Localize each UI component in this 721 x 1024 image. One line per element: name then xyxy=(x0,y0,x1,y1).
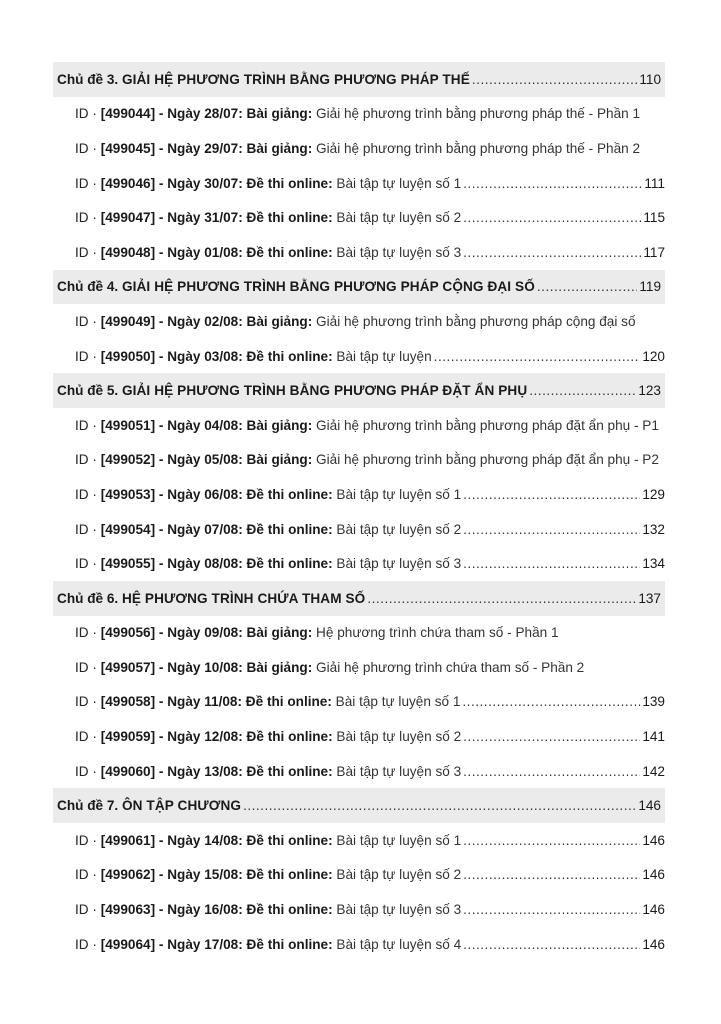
lesson-title: Giải hệ phương trình bằng phương pháp thế - Phần 1 xyxy=(316,106,641,122)
page-number: 146 xyxy=(638,798,661,814)
lesson-code: [499063] xyxy=(100,902,156,918)
lesson-date: - Ngày 13/08: xyxy=(158,763,243,779)
id-prefix: ID · xyxy=(75,348,97,364)
toc-chapter-row[interactable] xyxy=(53,788,665,823)
lesson-code: [499058] xyxy=(100,694,156,710)
id-prefix: ID · xyxy=(75,106,97,122)
chapter-label: Chủ đề 6. xyxy=(57,590,119,606)
toc-lesson-row[interactable] xyxy=(75,892,665,927)
lesson-title: Bài tập tự luyện số 2 xyxy=(336,210,462,226)
lesson-code: [499047] xyxy=(100,210,156,226)
dot-leader xyxy=(463,522,640,537)
lesson-date: - Ngày 11/08: xyxy=(158,694,243,710)
lesson-kind: Đề thi online: xyxy=(246,348,333,364)
toc-chapter-row[interactable] xyxy=(53,581,665,616)
lesson-date: - Ngày 10/08: xyxy=(158,659,243,675)
lesson-kind: Bài giảng: xyxy=(246,625,313,641)
toc-lesson-row[interactable] xyxy=(75,927,665,962)
lesson-title: Bài tập tự luyện số 2 xyxy=(336,521,462,537)
toc-lesson-row[interactable] xyxy=(75,546,665,581)
lesson-title: Bài tập tự luyện số 2 xyxy=(336,729,462,745)
page-number: 117 xyxy=(643,244,665,260)
lesson-date: - Ngày 31/07: xyxy=(158,210,243,226)
id-prefix: ID · xyxy=(75,867,97,883)
lesson-date: - Ngày 08/08: xyxy=(158,556,243,572)
lesson-date: - Ngày 15/08: xyxy=(158,867,243,883)
page-number: 146 xyxy=(642,902,665,918)
lesson-kind: Bài giảng: xyxy=(246,452,313,468)
lesson-code: [499055] xyxy=(100,556,156,572)
page-number: 132 xyxy=(642,521,665,537)
lesson-title: Bài tập tự luyện số 1 xyxy=(336,175,462,191)
page-number: 139 xyxy=(642,694,665,710)
lesson-date: - Ngày 07/08: xyxy=(158,521,243,537)
lesson-date: - Ngày 05/08: xyxy=(158,452,243,468)
lesson-title: Bài tập tự luyện số 1 xyxy=(336,486,462,502)
lesson-title: Bài tập tự luyện số 3 xyxy=(336,763,462,779)
dot-leader xyxy=(243,798,636,813)
toc-chapter-row[interactable] xyxy=(53,373,665,408)
id-prefix: ID · xyxy=(75,694,97,710)
toc-lesson-row[interactable] xyxy=(75,97,665,132)
toc-lesson-row[interactable] xyxy=(75,685,665,720)
id-prefix: ID · xyxy=(75,486,97,502)
toc-chapter-row[interactable] xyxy=(53,62,665,97)
lesson-title: Giải hệ phương trình bằng phương pháp thế - Phần 2 xyxy=(316,140,641,156)
chapter-title: HỆ PHƯƠNG TRÌNH CHỨA THAM SỐ xyxy=(121,590,366,606)
page-number: 137 xyxy=(638,590,661,606)
lesson-kind: Đề thi online: xyxy=(246,763,333,779)
lesson-code: [499050] xyxy=(100,348,156,364)
id-prefix: ID · xyxy=(75,210,97,226)
page-number: 146 xyxy=(642,936,665,952)
page-number: 123 xyxy=(638,383,661,399)
dot-leader xyxy=(463,210,641,225)
lesson-kind: Bài giảng: xyxy=(246,313,313,329)
lesson-date: - Ngày 30/07: xyxy=(158,175,243,191)
lesson-code: [499045] xyxy=(100,140,156,156)
lesson-title: Bài tập tự luyện số 3 xyxy=(336,556,462,572)
lesson-code: [499044] xyxy=(100,106,156,122)
lesson-kind: Đề thi online: xyxy=(246,832,333,848)
lesson-kind: Đề thi online: xyxy=(246,867,333,883)
toc-lesson-row[interactable] xyxy=(75,131,665,166)
lesson-date: - Ngày 14/08: xyxy=(158,832,243,848)
dot-leader xyxy=(463,556,640,571)
lesson-date: - Ngày 02/08: xyxy=(158,313,243,329)
toc-lesson-row[interactable] xyxy=(75,339,665,374)
lesson-kind: Bài giảng: xyxy=(246,659,313,675)
page-number: 146 xyxy=(642,832,665,848)
lesson-title: Giải hệ phương trình bằng phương pháp đặt ẩn phụ - P1 xyxy=(316,417,659,433)
dot-leader xyxy=(462,694,640,709)
lesson-code: [499046] xyxy=(100,175,156,191)
toc-lesson-row[interactable] xyxy=(75,443,665,478)
lesson-title: Bài tập tự luyện số 1 xyxy=(336,832,462,848)
dot-leader xyxy=(537,279,637,294)
lesson-date: - Ngày 17/08: xyxy=(158,936,243,952)
toc-lesson-row[interactable] xyxy=(75,304,665,339)
lesson-code: [499049] xyxy=(100,313,156,329)
toc-lesson-row[interactable] xyxy=(75,200,665,235)
page-number: 146 xyxy=(642,867,665,883)
lesson-code: [499057] xyxy=(100,659,156,675)
page-number: 119 xyxy=(639,279,661,295)
id-prefix: ID · xyxy=(75,140,97,156)
lesson-date: - Ngày 06/08: xyxy=(158,486,243,502)
id-prefix: ID · xyxy=(75,313,97,329)
id-prefix: ID · xyxy=(75,936,97,952)
chapter-label: Chủ đề 5. xyxy=(57,383,119,399)
lesson-kind: Bài giảng: xyxy=(246,140,313,156)
lesson-date: - Ngày 03/08: xyxy=(158,348,243,364)
id-prefix: ID · xyxy=(75,452,97,468)
id-prefix: ID · xyxy=(75,763,97,779)
dot-leader xyxy=(463,487,640,502)
toc-lesson-row[interactable] xyxy=(75,512,665,547)
lesson-code: [499062] xyxy=(100,867,156,883)
lesson-title: Giải hệ phương trình bằng phương pháp cộng đại số xyxy=(316,313,636,329)
toc-lesson-row[interactable] xyxy=(75,858,665,893)
page-number: 110 xyxy=(639,71,661,87)
id-prefix: ID · xyxy=(75,244,97,260)
dot-leader xyxy=(463,867,640,882)
chapter-title: GIẢI HỆ PHƯƠNG TRÌNH BẰNG PHƯƠNG PHÁP CỘNG ĐẠI SỐ xyxy=(121,279,535,295)
lesson-kind: Đề thi online: xyxy=(246,902,333,918)
id-prefix: ID · xyxy=(75,175,97,191)
lesson-title: Bài tập tự luyện số 4 xyxy=(336,936,462,952)
lesson-code: [499064] xyxy=(100,936,156,952)
id-prefix: ID · xyxy=(75,556,97,572)
chapter-label: Chủ đề 4. xyxy=(57,279,119,295)
toc-lesson-row[interactable] xyxy=(75,166,665,201)
toc-lesson-row[interactable] xyxy=(75,235,665,270)
lesson-date: - Ngày 12/08: xyxy=(158,729,243,745)
toc-lesson-row[interactable] xyxy=(75,719,665,754)
chapter-label: Chủ đề 7. xyxy=(57,798,119,814)
dot-leader xyxy=(463,729,640,744)
dot-leader xyxy=(463,937,640,952)
lesson-kind: Đề thi online: xyxy=(246,729,333,745)
lesson-code: [499051] xyxy=(100,417,156,433)
lesson-title: Giải hệ phương trình chứa tham số - Phần 2 xyxy=(316,659,585,675)
toc-lesson-row[interactable] xyxy=(75,823,665,858)
dot-leader xyxy=(367,591,636,606)
toc-chapter-row[interactable] xyxy=(53,270,665,305)
toc-lesson-row[interactable] xyxy=(75,616,665,651)
toc-lesson-row[interactable] xyxy=(75,477,665,512)
lesson-date: - Ngày 28/07: xyxy=(158,106,243,122)
chapter-title: ÔN TẬP CHƯƠNG xyxy=(121,798,242,814)
lesson-kind: Bài giảng: xyxy=(246,106,313,122)
dot-leader xyxy=(463,245,641,260)
lesson-code: [499048] xyxy=(100,244,156,260)
page-number: 142 xyxy=(642,763,665,779)
lesson-date: - Ngày 09/08: xyxy=(158,625,243,641)
lesson-kind: Đề thi online: xyxy=(245,694,332,710)
lesson-kind: Đề thi online: xyxy=(246,175,333,191)
lesson-code: [499052] xyxy=(100,452,156,468)
id-prefix: ID · xyxy=(75,625,97,641)
page-number: 111 xyxy=(644,175,665,191)
chapter-title: GIẢI HỆ PHƯƠNG TRÌNH BẰNG PHƯƠNG PHÁP THẾ xyxy=(121,71,470,87)
lesson-title: Bài tập tự luyện xyxy=(336,348,432,364)
lesson-kind: Đề thi online: xyxy=(246,521,333,537)
id-prefix: ID · xyxy=(75,902,97,918)
lesson-title: Bài tập tự luyện số 3 xyxy=(336,902,462,918)
page-number: 141 xyxy=(642,729,665,745)
lesson-title: Hệ phương trình chứa tham số - Phần 1 xyxy=(316,625,559,641)
lesson-title: Bài tập tự luyện số 2 xyxy=(336,867,462,883)
page-number: 120 xyxy=(642,348,665,364)
lesson-kind: Đề thi online: xyxy=(246,210,333,226)
lesson-kind: Bài giảng: xyxy=(246,417,313,433)
toc-lesson-row[interactable] xyxy=(75,408,665,443)
dot-leader xyxy=(463,833,640,848)
lesson-title: Bài tập tự luyện số 1 xyxy=(335,694,461,710)
lesson-date: - Ngày 01/08: xyxy=(158,244,243,260)
chapter-label: Chủ đề 3. xyxy=(57,71,119,87)
id-prefix: ID · xyxy=(75,521,97,537)
id-prefix: ID · xyxy=(75,417,97,433)
lesson-kind: Đề thi online: xyxy=(246,936,333,952)
id-prefix: ID · xyxy=(75,659,97,675)
dot-leader xyxy=(472,72,637,87)
lesson-kind: Đề thi online: xyxy=(246,486,333,502)
id-prefix: ID · xyxy=(75,832,97,848)
id-prefix: ID · xyxy=(75,729,97,745)
page-number: 134 xyxy=(642,556,665,572)
page-number: 115 xyxy=(643,210,665,226)
lesson-title: Bài tập tự luyện số 3 xyxy=(336,244,462,260)
toc-lesson-row[interactable] xyxy=(75,754,665,789)
lesson-code: [499059] xyxy=(100,729,156,745)
lesson-code: [499056] xyxy=(100,625,156,641)
lesson-code: [499060] xyxy=(100,763,156,779)
lesson-date: - Ngày 16/08: xyxy=(158,902,243,918)
dot-leader xyxy=(463,902,640,917)
chapter-title: GIẢI HỆ PHƯƠNG TRÌNH BẰNG PHƯƠNG PHÁP ĐẶT ẨN PHỤ xyxy=(121,383,528,399)
dot-leader xyxy=(434,349,641,364)
lesson-title: Giải hệ phương trình bằng phương pháp đặt ẩn phụ - P2 xyxy=(316,452,659,468)
lesson-code: [499053] xyxy=(100,486,156,502)
lesson-kind: Đề thi online: xyxy=(246,244,333,260)
toc-lesson-row[interactable] xyxy=(75,650,665,685)
lesson-date: - Ngày 04/08: xyxy=(158,417,243,433)
lesson-code: [499061] xyxy=(100,832,156,848)
dot-leader xyxy=(463,764,640,779)
dot-leader xyxy=(529,383,636,398)
lesson-date: - Ngày 29/07: xyxy=(158,140,243,156)
lesson-code: [499054] xyxy=(100,521,156,537)
dot-leader xyxy=(463,176,642,191)
page-number: 129 xyxy=(642,486,665,502)
lesson-kind: Đề thi online: xyxy=(246,556,333,572)
